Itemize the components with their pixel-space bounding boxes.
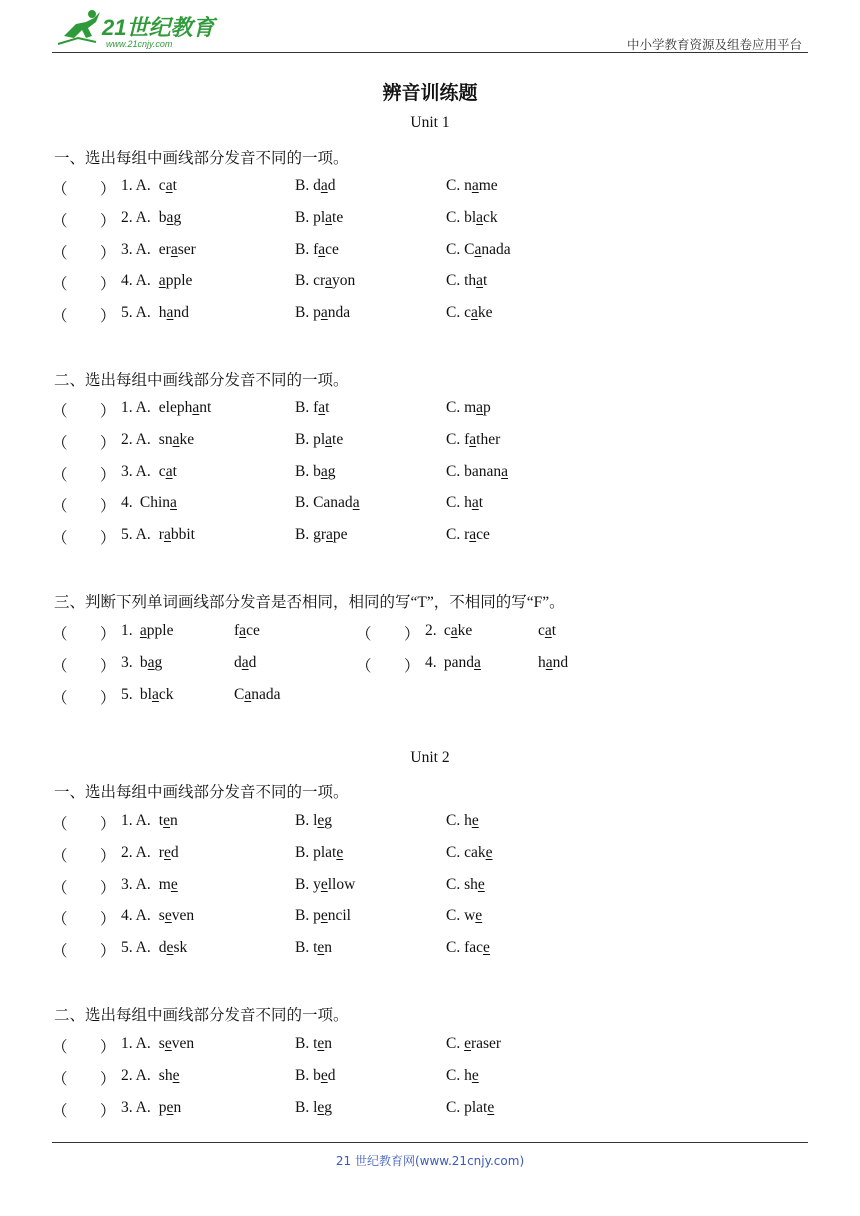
answer-paren-open: （ (52, 879, 68, 897)
underlined-letter: e (317, 1035, 325, 1052)
underlined-letter: e (487, 1098, 495, 1116)
underlined-letter: e (485, 843, 493, 861)
option-c: C. black (446, 208, 498, 226)
option-c: C. that (446, 272, 488, 290)
question-number: 5. (121, 685, 133, 703)
option-a: desk (158, 939, 188, 957)
word-2: Canada (234, 685, 281, 703)
answer-paren-close: ） (100, 847, 116, 865)
option-a: China (139, 494, 177, 512)
question-number: 4. A. (121, 272, 151, 290)
option-a: eraser (158, 240, 196, 258)
answer-paren-close: ） (100, 816, 116, 833)
underlined-letter: e (471, 812, 479, 829)
underlined-letter: e (317, 1098, 325, 1116)
question-number: 4. A. (121, 907, 151, 925)
answer-paren-open: （ (52, 847, 68, 865)
answer-paren-close: ） (100, 276, 116, 294)
underlined-letter: a (470, 304, 478, 322)
answer-paren-close: ） (404, 626, 420, 643)
option-b: B. grape (295, 526, 348, 544)
answer-paren-open: （ (52, 626, 68, 643)
underlined-letter: e (471, 1066, 479, 1084)
answer-paren-close: ） (100, 434, 116, 452)
question-number: 1. A. (121, 1035, 151, 1052)
underlined-letter: a (158, 272, 166, 290)
underlined-letter: a (501, 462, 508, 480)
word-2: face (234, 622, 260, 639)
question-number: 2. A. (121, 430, 151, 448)
question-row (0, 304, 860, 326)
underlined-letter: a (166, 304, 174, 322)
footer-text: 21 世纪教育网(www.21cnjy.com) (335, 1154, 525, 1168)
option-c: C. cake (446, 304, 493, 322)
option-c: C. banana (446, 462, 508, 480)
underlined-letter: e (320, 1066, 328, 1084)
option-c: C. Canada (446, 240, 511, 258)
footer-divider (52, 1142, 808, 1143)
option-a: elephant (158, 399, 212, 416)
underlined-letter: a (166, 208, 174, 226)
underlined-letter: a (318, 399, 326, 416)
question-number: 3. A. (121, 1098, 151, 1116)
underlined-letter: e (166, 1098, 174, 1116)
option-a: bag (158, 208, 182, 226)
underlined-letter: a (471, 177, 479, 194)
section-instruction: 三、判断下列单词画线部分发音是否相同，相同的写“T”，不相同的写“F”。 (54, 594, 565, 611)
underlined-letter: a (320, 304, 328, 322)
underlined-letter: a (163, 526, 171, 544)
underlined-letter: e (477, 875, 485, 893)
answer-paren-close: ） (100, 689, 116, 707)
option-a: pen (158, 1098, 182, 1116)
option-c: C. map (446, 399, 491, 416)
option-a: ten (158, 812, 178, 829)
option-b: B. pencil (295, 907, 351, 925)
question-row (0, 1067, 860, 1089)
answer-paren-open: （ (52, 1102, 68, 1120)
answer-paren-open: （ (52, 689, 68, 707)
underlined-letter: e (172, 1066, 180, 1084)
option-a: cat (158, 177, 177, 194)
word-2: dad (234, 653, 257, 671)
option-c: C. he (446, 1066, 479, 1084)
question-row (0, 399, 860, 421)
underlined-letter: a (151, 685, 159, 703)
answer-paren-open: （ (52, 308, 68, 326)
underlined-letter: e (320, 875, 328, 893)
logo-url: www.21cnjy.com (106, 39, 173, 49)
underlined-letter: e (163, 812, 170, 829)
option-a: red (158, 843, 179, 861)
answer-paren-open: （ (52, 1039, 68, 1056)
section-instruction: 二、选出每组中画线部分发音不同的一项。 (54, 1007, 349, 1024)
answer-paren-open: （ (52, 1070, 68, 1088)
option-a: snake (158, 430, 195, 448)
underlined-letter: e (317, 812, 325, 829)
option-c: C. father (446, 430, 501, 448)
logo-text: 21世纪教育 (102, 15, 215, 40)
option-b: B. dad (295, 177, 336, 194)
answer-paren-close: ） (100, 943, 116, 961)
word-1: apple (139, 622, 174, 639)
question-number: 3. (121, 653, 133, 671)
option-b: B. face (295, 240, 339, 258)
header-divider (52, 52, 808, 53)
question-row (0, 241, 860, 263)
option-c: C. plate (446, 1098, 495, 1116)
question-row (0, 939, 860, 961)
judge-row (0, 654, 860, 676)
option-b: B. plate (295, 208, 344, 226)
word-1: cake (443, 622, 473, 639)
underlined-letter: a (352, 494, 360, 512)
underlined-letter: a (476, 399, 484, 416)
answer-paren-close: ） (100, 403, 116, 420)
underlined-letter: a (147, 653, 155, 671)
question-number: 2. A. (121, 208, 151, 226)
underlined-letter: a (545, 653, 553, 671)
question-row (0, 876, 860, 898)
option-c: C. eraser (446, 1035, 502, 1052)
question-number: 3. A. (121, 462, 151, 480)
option-b: B. Canada (295, 494, 360, 512)
option-c: C. we (446, 907, 483, 925)
underlined-letter: a (172, 430, 180, 448)
underlined-letter: a (476, 272, 484, 290)
option-a: seven (158, 907, 195, 925)
question-number: 1. (121, 622, 133, 639)
option-c: C. face (446, 939, 490, 957)
answer-paren-close: ） (100, 911, 116, 929)
option-b: B. leg (295, 1098, 333, 1116)
option-c: C. hat (446, 494, 484, 512)
underlined-letter: a (469, 526, 477, 544)
answer-paren-close: ） (100, 626, 116, 643)
option-a: apple (158, 272, 193, 290)
question-number: 4. (425, 653, 437, 671)
underlined-letter: a (318, 240, 326, 258)
unit-label: Unit 2 (410, 749, 450, 766)
question-number: 2. (425, 622, 437, 639)
underlined-letter: e (475, 907, 483, 925)
option-a: she (158, 1066, 180, 1084)
option-b: B. fat (295, 399, 330, 416)
underlined-letter: e (166, 939, 174, 957)
word-1: bag (139, 653, 163, 671)
answer-paren-close: ） (100, 466, 116, 484)
judge-row (0, 686, 860, 708)
underlined-letter: a (325, 208, 333, 226)
answer-paren-open: （ (52, 276, 68, 294)
header-platform-text: 中小学教育资源及组卷应用平台 (626, 37, 802, 52)
question-row (0, 431, 860, 453)
question-row (0, 177, 860, 199)
option-b: B. leg (295, 812, 333, 829)
answer-paren-open: （ (52, 466, 68, 484)
answer-paren-close: ） (100, 244, 116, 262)
judge-row (0, 622, 860, 644)
option-a: cat (158, 462, 177, 480)
answer-paren-close: ） (100, 212, 116, 230)
underlined-letter: a (165, 462, 173, 480)
option-b: B. plate (295, 843, 344, 861)
underlined-letter: a (320, 177, 328, 194)
answer-paren-open: （ (52, 498, 68, 516)
word-1: black (139, 685, 174, 703)
question-number: 5. A. (121, 939, 151, 957)
underlined-letter: e (170, 875, 178, 893)
question-row (0, 463, 860, 485)
answer-paren-open: （ (52, 816, 68, 833)
option-b: B. ten (295, 939, 333, 957)
option-b: B. yellow (295, 875, 356, 893)
option-b: B. panda (295, 304, 351, 322)
word-1: panda (443, 653, 481, 671)
question-row (0, 209, 860, 231)
question-number: 2. A. (121, 843, 151, 861)
answer-paren-close: ） (100, 1039, 116, 1056)
section-instruction: 一、选出每组中画线部分发音不同的一项。 (54, 150, 349, 167)
underlined-letter: e (464, 1035, 471, 1052)
answer-paren-open: （ (52, 943, 68, 961)
underlined-letter: a (474, 240, 482, 258)
answer-paren-close: ） (100, 530, 116, 548)
underlined-letter: a (241, 653, 249, 671)
underlined-letter: a (325, 430, 333, 448)
question-number: 4. (121, 494, 133, 512)
answer-paren-close: ） (100, 308, 116, 326)
answer-paren-close: ） (100, 879, 116, 897)
option-a: rabbit (158, 526, 195, 544)
page-title: 辨音训练题 (382, 82, 478, 104)
option-b: B. crayon (295, 272, 356, 290)
question-number: 2. A. (121, 1066, 151, 1084)
option-b: B. bag (295, 462, 336, 480)
question-number: 5. A. (121, 526, 151, 544)
underlined-letter: e (483, 939, 490, 957)
underlined-letter: a (474, 653, 481, 671)
question-row (0, 844, 860, 866)
answer-paren-open: （ (356, 626, 372, 643)
section-instruction: 二、选出每组中画线部分发音不同的一项。 (54, 372, 349, 389)
question-number: 3. A. (121, 240, 151, 258)
answer-paren-close: ） (100, 181, 116, 198)
question-row (0, 1035, 860, 1057)
runner-icon (58, 10, 100, 44)
option-a: me (158, 875, 178, 893)
unit-label: Unit 1 (410, 114, 450, 131)
underlined-letter: a (450, 622, 458, 639)
underlined-letter: a (139, 622, 147, 639)
word-2: hand (538, 653, 569, 671)
underlined-letter: a (170, 240, 178, 258)
option-b: B. ten (295, 1035, 333, 1052)
answer-paren-close: ） (100, 657, 116, 675)
option-c: C. cake (446, 843, 493, 861)
answer-paren-close: ） (100, 498, 116, 516)
underlined-letter: a (469, 430, 477, 448)
question-row (0, 812, 860, 834)
question-row (0, 526, 860, 548)
question-row (0, 494, 860, 516)
option-c: C. name (446, 177, 498, 194)
question-row (0, 907, 860, 929)
underlined-letter: e (164, 1035, 172, 1052)
option-c: C. he (446, 812, 479, 829)
answer-paren-open: （ (52, 911, 68, 929)
question-row (0, 1099, 860, 1121)
option-c: C. she (446, 875, 485, 893)
underlined-letter: e (336, 843, 344, 861)
logo (56, 8, 226, 50)
underlined-letter: a (239, 622, 247, 639)
underlined-letter: e (320, 907, 328, 925)
answer-paren-close: ） (404, 657, 420, 675)
underlined-letter: a (326, 526, 333, 544)
answer-paren-close: ） (100, 1102, 116, 1120)
answer-paren-open: （ (52, 212, 68, 230)
question-number: 3. A. (121, 875, 151, 893)
option-a: hand (158, 304, 189, 322)
question-number: 1. A. (121, 399, 151, 416)
word-2: cat (538, 622, 557, 639)
answer-paren-open: （ (52, 657, 68, 675)
answer-paren-open: （ (52, 403, 68, 420)
underlined-letter: a (170, 494, 177, 512)
underlined-letter: a (244, 685, 252, 703)
answer-paren-close: ） (100, 1070, 116, 1088)
underlined-letter: e (317, 939, 325, 957)
answer-paren-open: （ (52, 244, 68, 262)
underlined-letter: e (163, 843, 171, 861)
answer-paren-open: （ (52, 181, 68, 198)
question-number: 5. A. (121, 304, 151, 322)
underlined-letter: a (471, 494, 479, 512)
underlined-letter: a (192, 399, 200, 416)
option-a: seven (158, 1035, 195, 1052)
answer-paren-open: （ (52, 530, 68, 548)
underlined-letter: a (165, 177, 173, 194)
underlined-letter: a (476, 208, 484, 226)
section-instruction: 一、选出每组中画线部分发音不同的一项。 (54, 784, 349, 801)
option-b: B. bed (295, 1066, 336, 1084)
option-b: B. plate (295, 430, 344, 448)
underlined-letter: e (164, 907, 172, 925)
question-number: 1. A. (121, 812, 151, 829)
answer-paren-open: （ (356, 657, 372, 675)
question-number: 1. A. (121, 177, 151, 194)
answer-paren-open: （ (52, 434, 68, 452)
underlined-letter: a (544, 622, 552, 639)
option-c: C. race (446, 526, 490, 544)
question-row (0, 272, 860, 294)
underlined-letter: a (325, 272, 333, 290)
underlined-letter: a (320, 462, 328, 480)
